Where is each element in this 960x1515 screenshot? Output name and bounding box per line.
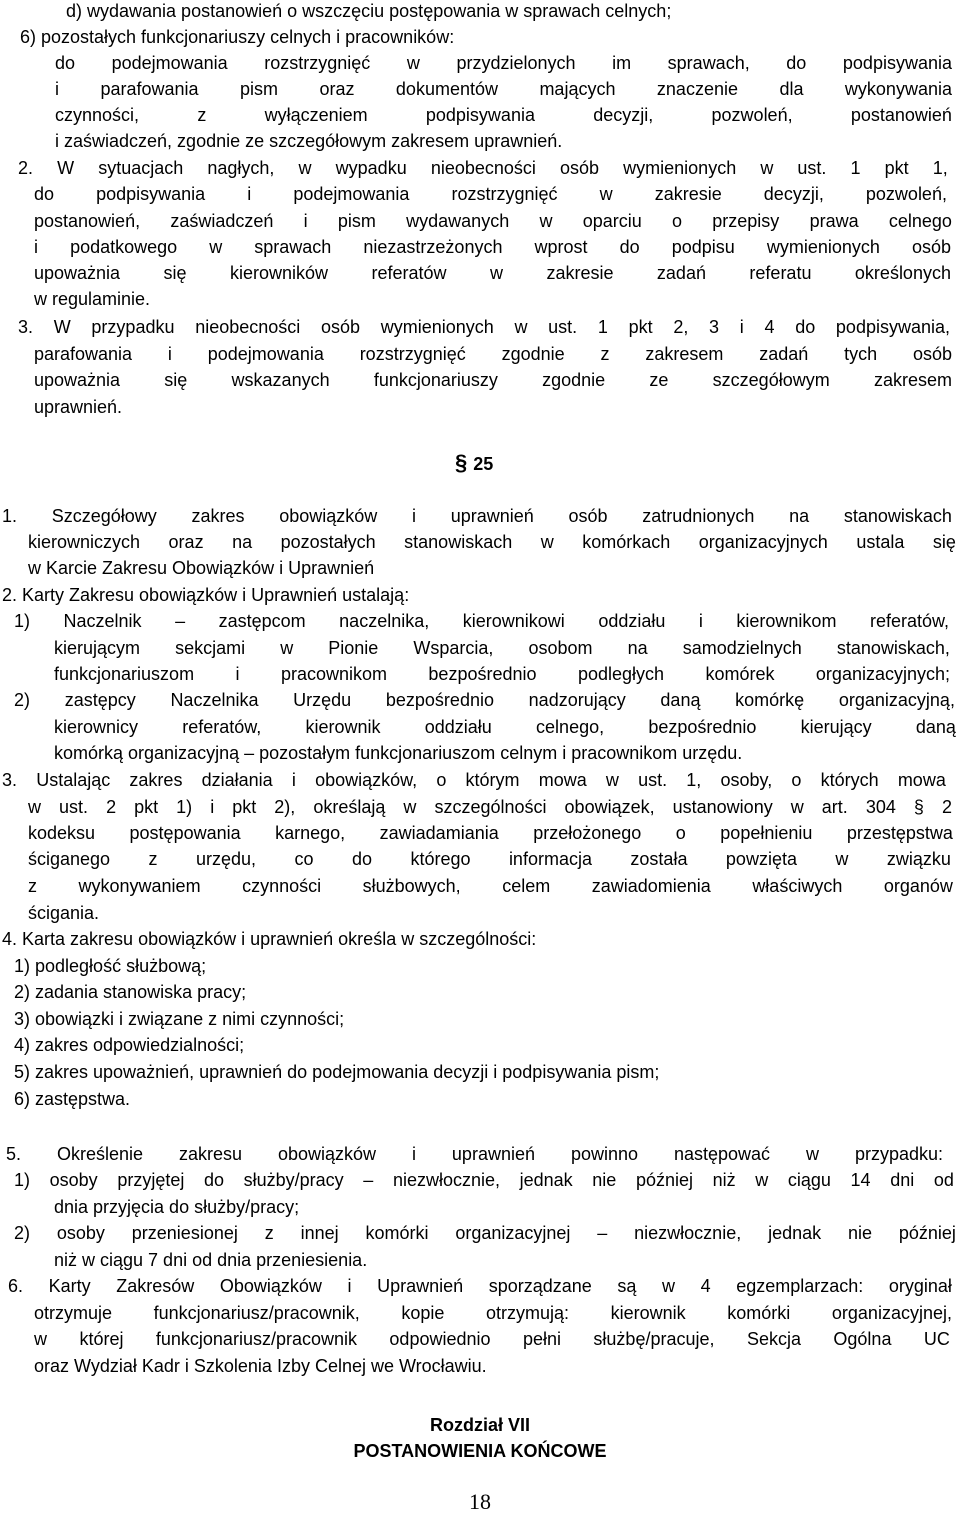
text-line: w której funkcjonariusz/pracownik odpowiednio pełni służbę/pracuje, Sekcja Ogólna UC [34,1329,950,1349]
section-number: 25 [473,454,494,474]
text-line: 2) zastępcy Naczelnika Urzędu bezpośrednio nadzorujący daną komórkę organizacyjną, [14,690,955,710]
text-line: 6) zastępstwa. [14,1089,131,1109]
text-line: kierownicy referatów, kierownik oddziału celnego, bezpośrednio kierujący daną [54,717,956,737]
text-line: 4. Karta zakresu obowiązków i uprawnień określa w szczególności: [2,929,537,949]
text-line: ścigania. [28,903,100,923]
text-line: 2) zadania stanowiska pracy; [14,982,247,1002]
text-line: 1) Naczelnik – zastępcom naczelnika, kierownikowi oddziału i kierownikom referatów, [14,611,949,631]
text-line: w ust. 2 pkt 1) i pkt 2), określają w szczególności obowiązek, ustanowiony w art. 304 § 2 [28,797,952,817]
text-line: funkcjonariuszom i pracownikom bezpośrednio podległych komórek organizacyjnych; [54,664,950,684]
text-line: i parafowania pism oraz dokumentów mających znaczenie dla wykonywania [55,79,952,99]
text-line: 5) zakres upoważnień, uprawnień do podejmowania decyzji i podpisywania pism; [14,1062,660,1082]
text-line: ściganego z urzędu, co do którego informacja została powzięta w związku [28,849,951,869]
text-line: 4) zakres odpowiedzialności; [14,1035,245,1055]
text-line: i podatkowego w sprawach niezastrzeżonych wprost do podpisu wymienionych osób [34,237,951,257]
text-line: parafowania i podejmowania rozstrzygnięć zgodnie z zakresem zadań tych osób [34,344,952,364]
text-line: 5. Określenie zakresu obowiązków i uprawnień powinno następować w przypadku: [6,1144,943,1164]
text-line: 2. Karty Zakresu obowiązków i Uprawnień ustalają: [2,585,410,605]
text-line: niż w ciągu 7 dni od dnia przeniesienia. [54,1250,368,1270]
text-line: 6. Karty Zakresów Obowiązków i Uprawnień sporządzane są w 4 egzemplarzach: oryginał [8,1276,952,1296]
text-line: 1. Szczegółowy zakres obowiązków i uprawnień osób zatrudnionych na stanowiskach [2,506,952,526]
section-heading [455,451,493,476]
text-line: kierującym sekcjami w Pionie Wsparcia, osobom na samodzielnych stanowiskach, [54,638,950,658]
text-line: 3. W przypadku nieobecności osób wymienionych w ust. 1 pkt 2, 3 i 4 do podpisywania, [18,317,950,337]
text-line: z wykonywaniem czynności służbowych, celem zawiadomienia właściwych organów [28,876,953,896]
text-line: komórką organizacyjną – pozostałym funkcjonariuszom celnym i pracownikom urzędu. [54,743,743,763]
text-line: otrzymuje funkcjonariusz/pracownik, kopie otrzymują: kierownik komórki organizacyjnej, [34,1303,952,1323]
text-line: do podejmowania rozstrzygnięć w przydzielonych im sprawach, do podpisywania [55,53,952,73]
text-line: d) wydawania postanowień o wszczęciu postępowania w sprawach celnych; [66,1,672,21]
text-line: w Karcie Zakresu Obowiązków i Uprawnień [28,558,375,578]
text-line: oraz Wydział Kadr i Szkolenia Izby Celnej we Wrocławiu. [34,1356,487,1376]
text-line: dnia przyjęcia do służby/pracy; [54,1197,300,1217]
text-line: 1) osoby przyjętej do służby/pracy – niezwłocznie, jednak nie później niż w ciągu 14 dni od [14,1170,954,1190]
text-line: 6) pozostałych funkcjonariuszy celnych i pracowników: [20,27,455,47]
text-line: 2. W sytuacjach nagłych, w wypadku nieobecności osób wymienionych w ust. 1 pkt 1, [18,158,948,178]
text-line: w regulaminie. [34,289,151,309]
text-line: czynności, z wyłączeniem podpisywania decyzji, pozwoleń, postanowień [55,105,952,125]
text-line: kodeksu postępowania karnego, zawiadamiania przełożonego o popełnieniu przestępstwa [28,823,953,843]
text-line: 3. Ustalając zakres działania i obowiązków, o którym mowa w ust. 1, osoby, o których mowa [2,770,946,790]
text-line: postanowień, zaświadczeń i pism wydawanych w oparciu o przepisy prawa celnego [34,211,952,231]
text-line: upoważnia się kierowników referatów w zakresie zadań referatu określonych [34,263,951,283]
text-line: kierowniczych oraz na pozostałych stanowiskach w komórkach organizacyjnych ustala się [28,532,956,552]
text-line: uprawnień. [34,397,123,417]
section-symbol: § [455,450,468,475]
text-line: 3) obowiązki i związane z nimi czynności; [14,1009,345,1029]
text-line: do podpisywania i podejmowania rozstrzygnięć w zakresie decyzji, pozwoleń, [34,184,947,204]
text-line: i zaświadczeń, zgodnie ze szczegółowym zakresem uprawnień. [55,131,563,151]
text-line: 1) podległość służbową; [14,956,207,976]
chapter-number: Rozdział VII [429,1415,530,1435]
chapter-title: POSTANOWIENIA KOŃCOWE [353,1441,607,1461]
page-number: 18 [469,1489,491,1514]
text-line: upoważnia się wskazanych funkcjonariuszy zgodnie ze szczegółowym zakresem [34,370,952,390]
text-line: 2) osoby przeniesionej z innej komórki organizacyjnej – niezwłocznie, jednak nie później [14,1223,956,1243]
